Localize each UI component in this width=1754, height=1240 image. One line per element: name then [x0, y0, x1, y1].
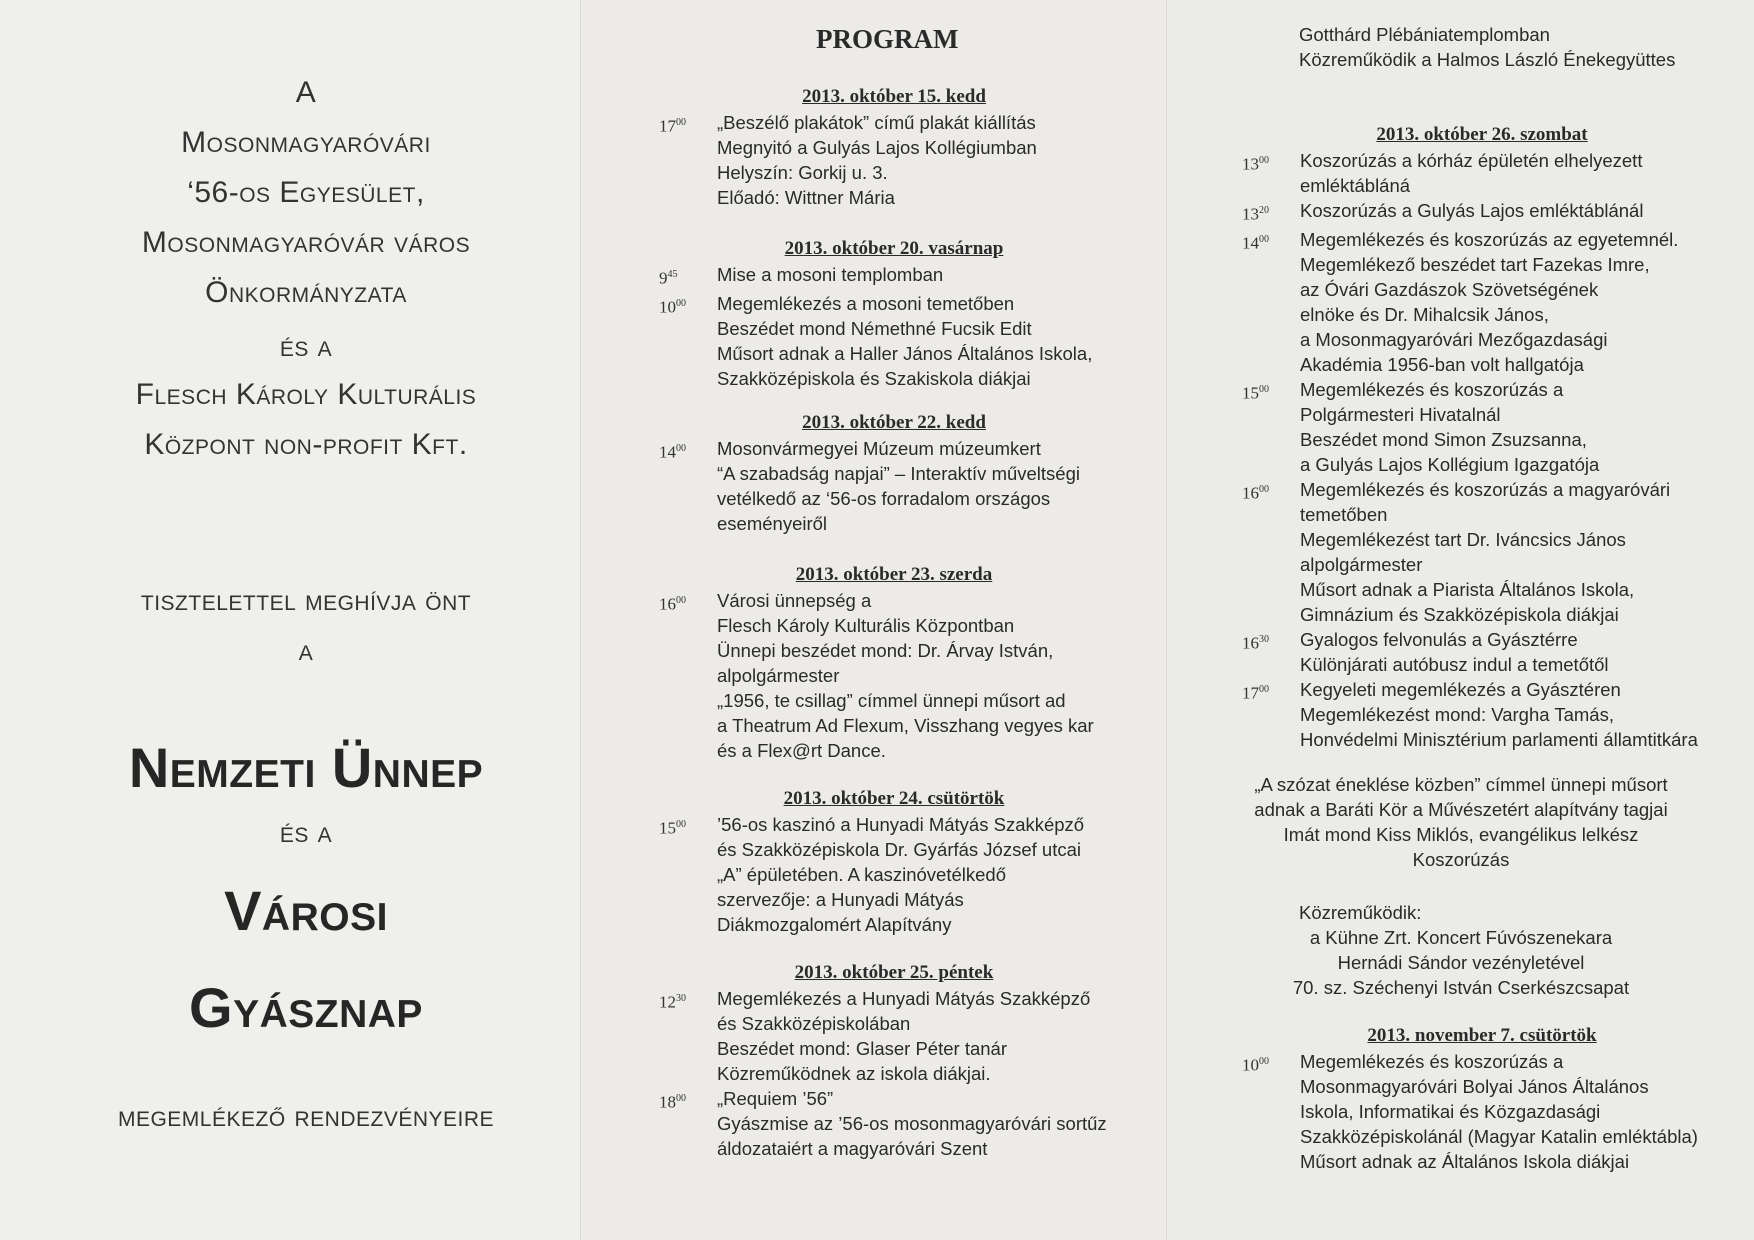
event-line: „A” épületében. A kaszinóvetélkedő [717, 864, 1006, 885]
event-hour: 10 [659, 297, 676, 317]
event-description [1300, 377, 1599, 477]
event-line: Különjárati autóbusz indul a temetőtől [1300, 653, 1609, 675]
day-section [659, 960, 1129, 1161]
event-description [717, 110, 1037, 210]
org-line-6: Központ non-profit Kft. [144, 428, 468, 461]
event-row [659, 1086, 1129, 1161]
event-line: Műsort adnak a Piarista Általános Iskola, [1300, 578, 1635, 600]
event-line: Megemlékezés és koszorúzás a magyaróvári [1300, 478, 1671, 500]
event-line: Beszédet mond Simon Zsuzsanna, [1300, 428, 1587, 450]
event-line: Közreműködnek az iskola diákjai. [717, 1063, 991, 1084]
event-line: áldozataiért a magyaróvári Szent [717, 1138, 988, 1159]
event-and: és a [279, 816, 333, 849]
ceremony-note [1167, 772, 1754, 872]
event-hour: 18 [659, 1092, 676, 1112]
event-description [1300, 227, 1678, 377]
event-description [1300, 1049, 1698, 1174]
event-row [659, 291, 1129, 391]
event-description [1300, 198, 1643, 227]
event-line: Iskola, Informatikai és Közgazdasági [1300, 1101, 1601, 1122]
event-hour: 13 [1242, 154, 1259, 174]
event-hour: 16 [1242, 633, 1259, 653]
event-line: Beszédet mond: Glaser Péter tanár [717, 1038, 1007, 1059]
event-row [1242, 377, 1722, 477]
org-and: és a [279, 330, 333, 363]
day-heading: 2013. október 25. péntek [794, 962, 994, 983]
event-hour: 17 [1242, 683, 1259, 703]
event-row [659, 986, 1129, 1086]
day-heading: 2013. október 24. csütörtök [783, 788, 1005, 809]
invite-a2: a [298, 634, 314, 667]
event-time [659, 110, 717, 210]
event-hour: 9 [659, 268, 668, 288]
event-description [1300, 677, 1698, 752]
event-line: „1956, te csillag” címmel ünnepi műsort ad [717, 690, 1066, 711]
event-time [1242, 627, 1300, 677]
event-time [1242, 1049, 1300, 1174]
event-time [659, 262, 717, 291]
event-row [659, 436, 1129, 536]
event-line: “A szabadság napjai” – Interaktív műveltségi [717, 463, 1080, 484]
event-minute: 00 [676, 117, 686, 128]
event-time [1242, 198, 1300, 227]
event-time [659, 986, 717, 1086]
event-title-3: Gyásznap [189, 976, 423, 1039]
program-heading: PROGRAM [816, 24, 959, 54]
event-line: a Mosonmagyaróvári Mezőgazdasági [1300, 328, 1608, 350]
event-line: alpolgármester [1300, 553, 1423, 575]
day-heading: 2013. október 23. szerda [795, 564, 993, 585]
cooperation-label [1299, 900, 1421, 925]
event-line: Szakközépiskola és Szakiskola diákjai [717, 367, 1031, 389]
event-line: Kegyeleti megemlékezés a Gyásztéren [1300, 678, 1621, 700]
event-line: Helyszín: Gorkij u. 3. [717, 162, 888, 183]
event-line: Megemlékezés és koszorúzás a [1300, 378, 1564, 400]
event-line: Mosonmagyaróvári Bolyai János Általános [1300, 1076, 1649, 1097]
org-line-4: Önkormányzata [205, 276, 407, 309]
event-line: Mosonvármegyei Múzeum múzeumkert [717, 438, 1041, 459]
event-line: Polgármesteri Hivatalnál [1300, 403, 1501, 425]
org-line-1: Mosonmagyaróvári [181, 126, 431, 159]
org-line-3: Mosonmagyaróvár város [141, 226, 471, 259]
event-description [717, 588, 1094, 763]
event-line: Koszorúzás a kórház épületén elhelyezett [1300, 150, 1643, 171]
event-minute: 00 [676, 297, 686, 309]
event-description [717, 291, 1092, 391]
event-time [1242, 377, 1300, 477]
program-panel [580, 0, 1166, 1240]
event-line: „Beszélő plakátok” című plakát kiállítás [717, 112, 1036, 133]
event-time [1242, 148, 1300, 198]
event-line: Városi ünnepség a [717, 590, 872, 611]
event-hour: 16 [659, 594, 676, 614]
program-continued-panel [1166, 0, 1754, 1240]
event-minute: 00 [1259, 1056, 1269, 1067]
event-row [1242, 198, 1722, 227]
cooperation-title: Közreműködik: [1299, 902, 1422, 923]
event-description [717, 262, 943, 291]
event-line: Beszédet mond Némethné Fucsik Edit [717, 317, 1032, 339]
event-line: és Szakközépiskola Dr. Gyárfás József utcai [717, 839, 1081, 860]
event-description [717, 812, 1084, 937]
event-row [1242, 477, 1722, 627]
event-line: ’56-os kaszinó a Hunyadi Mátyás Szakképző [717, 814, 1085, 835]
event-line: Flesch Károly Kulturális Központban [717, 615, 1015, 636]
continued-line: Közreműködik a Halmos László Énekegyüttes [1299, 49, 1676, 70]
event-description [717, 436, 1080, 536]
event-hour: 10 [1242, 1055, 1259, 1075]
event-row [659, 110, 1129, 210]
event-hour: 14 [1242, 233, 1259, 253]
day-heading: 2013. november 7. csütörtök [1367, 1025, 1597, 1046]
event-line: alpolgármester [717, 665, 840, 686]
event-line: a Theatrum Ad Flexum, Visszhang vegyes kar [717, 715, 1094, 736]
org-line-2: ‘56-os Egyesület, [187, 176, 425, 209]
invite-a: A [295, 76, 317, 109]
event-hour: 14 [659, 442, 676, 462]
event-line: és Szakközépiskolában [717, 1013, 911, 1034]
event-time [659, 291, 717, 391]
event-row [1242, 677, 1722, 752]
event-hour: 13 [1242, 204, 1259, 224]
event-line: Ünnepi beszédet mond: Dr. Árvay István, [717, 640, 1054, 661]
event-minute: 00 [1259, 155, 1269, 166]
org-line-5: Flesch Károly Kulturális [135, 378, 477, 411]
event-list [659, 588, 1129, 763]
day-section [1242, 122, 1722, 752]
event-line: Megemlékezés és koszorúzás a [1300, 1051, 1564, 1072]
event-line: Gyászmise az ’56-os mosonmagyaróvári sortűz [717, 1113, 1107, 1134]
event-line: Gyalogos felvonulás a Gyásztérre [1300, 628, 1578, 650]
event-list [1242, 148, 1722, 752]
event-line: Műsort adnak a Haller János Általános Iskola, [717, 342, 1093, 364]
event-hour: 16 [1242, 483, 1259, 503]
event-minute: 45 [667, 269, 678, 280]
event-hour: 17 [659, 116, 676, 136]
cooperation-line: 70. sz. Széchenyi István Cserkészcsapat [1292, 977, 1630, 998]
event-row [1242, 627, 1722, 677]
event-list [659, 986, 1129, 1161]
day-section [659, 786, 1129, 937]
event-time [659, 1086, 717, 1161]
event-line: Megemlékezés a mosoni temetőben [717, 292, 1015, 314]
event-line: Diákmozgalomért Alapítvány [717, 914, 952, 935]
event-description [1300, 477, 1670, 627]
event-title-2: Városi [224, 879, 388, 942]
event-row [659, 262, 1129, 291]
day-section [659, 562, 1129, 763]
event-line: Gimnázium és Szakközépiskola diákjai [1300, 603, 1619, 625]
day-heading: 2013. október 20. vasárnap [784, 238, 1004, 259]
event-line: Szakközépiskolánál (Magyar Katalin emléktábla) [1300, 1126, 1698, 1147]
event-row [1242, 148, 1722, 198]
event-line: Mise a mosoni templomban [717, 264, 944, 285]
event-description [717, 1086, 1107, 1161]
event-line: szervezője: a Hunyadi Mátyás [717, 889, 964, 910]
event-line: Megemlékezést tart Dr. Iváncsics János [1300, 528, 1626, 550]
invites-line: tisztelettel meghívja önt [140, 584, 472, 617]
event-line: vetélkedő az ‘56-os forradalom országos [717, 488, 1051, 509]
ceremony-line: Koszorúzás [1412, 849, 1510, 870]
event-row [1242, 1049, 1722, 1174]
event-line: Megemlékezés a Hunyadi Mátyás Szakképző [717, 988, 1091, 1009]
cooperation-line: a Kühne Zrt. Koncert Fúvószenekara [1309, 927, 1613, 948]
event-minute: 00 [676, 595, 686, 606]
event-line: Megnyitó a Gulyás Lajos Kollégiumban [717, 137, 1037, 158]
event-line: eseményeiről [717, 513, 828, 534]
event-minute: 00 [1259, 683, 1269, 695]
day-section [1242, 1023, 1722, 1174]
cooperation-line: Hernádi Sándor vezényletével [1337, 952, 1585, 973]
event-minute: 00 [1259, 233, 1269, 245]
day-section [659, 410, 1129, 536]
event-list [1242, 1049, 1722, 1174]
day-section [659, 84, 1129, 210]
event-minute: 30 [1259, 633, 1269, 645]
event-row [659, 588, 1129, 763]
event-line: Megemlékező beszédet tart Fazekas Imre, [1300, 253, 1650, 275]
event-line: Megemlékezést mond: Vargha Tamás, [1300, 703, 1614, 725]
event-description [717, 986, 1090, 1086]
cooperation-list [1167, 925, 1754, 1000]
event-line: és a Flex@rt Dance. [717, 740, 886, 761]
event-list [659, 110, 1129, 210]
event-hour: 15 [659, 818, 676, 838]
event-line: elnöke és Dr. Mihalcsik János, [1300, 303, 1549, 325]
continued-line: Gotthárd Plébániatemplomban [1299, 24, 1550, 45]
event-minute: 00 [676, 819, 686, 830]
event-line: a Gulyás Lajos Kollégium Igazgatója [1300, 453, 1600, 475]
day-heading: 2013. október 15. kedd [802, 86, 986, 107]
event-time [659, 436, 717, 536]
event-minute: 00 [1259, 483, 1269, 495]
event-title-1: Nemzeti Ünnep [128, 736, 484, 799]
event-line: „Requiem ’56” [717, 1088, 834, 1109]
event-description [1300, 148, 1642, 198]
event-list [659, 262, 1129, 391]
event-minute: 00 [1259, 383, 1269, 395]
ceremony-line: adnak a Baráti Kör a Művészetért alapítvány tagjai [1254, 799, 1668, 820]
ceremony-line: „A szózat éneklése közben” címmel ünnepi műsort [1254, 774, 1668, 795]
event-line: Honvédelmi Minisztérium parlamenti államtitkára [1300, 728, 1698, 750]
event-line: Megemlékezés és koszorúzás az egyetemnél. [1300, 228, 1679, 250]
event-line: Műsort adnak az Általános Iskola diákjai [1300, 1151, 1630, 1172]
day-heading: 2013. október 26. szombat [1376, 124, 1588, 145]
event-line: Akadémia 1956-ban volt hallgatója [1300, 353, 1584, 375]
event-description [1300, 627, 1609, 677]
event-row [659, 812, 1129, 937]
day-section [659, 236, 1129, 391]
event-line: emléktábláná [1300, 175, 1411, 196]
event-line: Koszorúzás a Gulyás Lajos emléktáblánál [1300, 200, 1644, 221]
event-list [659, 812, 1129, 937]
event-hour: 15 [1242, 383, 1259, 403]
ceremony-line: Imát mond Kiss Miklós, evangélikus lelkész [1283, 824, 1639, 845]
day-heading: 2013. október 22. kedd [802, 412, 986, 433]
event-minute: 20 [1259, 205, 1269, 216]
event-time [659, 812, 717, 937]
event-hour: 12 [659, 992, 676, 1012]
event-line: az Óvári Gazdászok Szövetségének [1300, 278, 1599, 300]
event-minute: 30 [676, 993, 686, 1004]
invitation-panel [0, 0, 580, 1240]
event-time [1242, 477, 1300, 627]
event-line: temetőben [1300, 503, 1388, 525]
event-time [659, 588, 717, 763]
event-row [1242, 227, 1722, 377]
event-minute: 00 [676, 1093, 686, 1104]
event-time [1242, 677, 1300, 752]
event-line: Előadó: Wittner Mária [717, 187, 895, 208]
event-time [1242, 227, 1300, 377]
closing-line: megemlékező rendezvényeire [117, 1100, 495, 1133]
event-minute: 00 [676, 443, 686, 454]
event-list [659, 436, 1129, 536]
continued-text [1299, 22, 1675, 72]
